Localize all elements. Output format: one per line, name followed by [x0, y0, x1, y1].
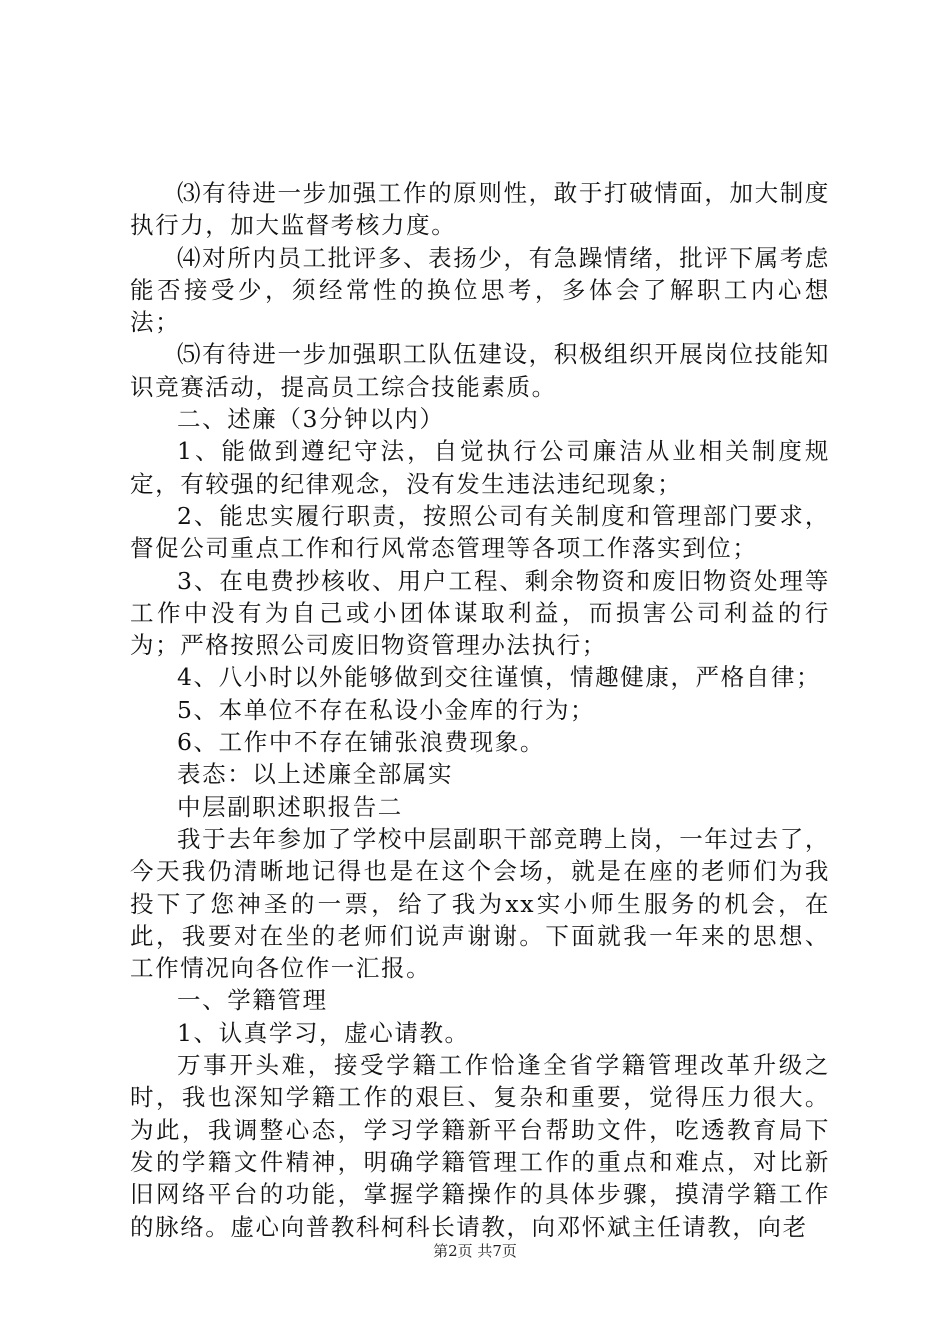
paragraph: 3、在电费抄核收、用户工程、剩余物资和废旧物资处理等工作中没有为自己或小团体谋取利益，而损害公司利益的行为；严格按照公司废旧物资管理办法执行；: [130, 566, 830, 660]
paragraph: 表态：以上述廉全部属实: [177, 760, 454, 789]
report-title: 中层副职述职报告二: [177, 792, 403, 821]
section-heading: 二、述廉（3分钟以内）: [177, 405, 445, 434]
paragraph: 4、八小时以外能够做到交往谨慎，情趣健康，严格自律；: [177, 663, 822, 692]
page-number: 第2页 共7页: [433, 1242, 517, 1260]
paragraph: 1、认真学习，虚心请教。: [177, 1018, 470, 1047]
paragraph: 1、能做到遵纪守法，自觉执行公司廉洁从业相关制度规定，有较强的纪律观念，没有发生违法违纪现象；: [130, 437, 830, 498]
document-body: [130, 177, 830, 1243]
section-heading: 一、学籍管理: [177, 986, 328, 1015]
paragraph: 6、工作中不存在铺张浪费现象。: [177, 728, 545, 757]
paragraph: ⑶有待进一步加强工作的原则性，敢于打破情面，加大制度执行力，加大监督考核力度。: [130, 179, 830, 240]
paragraph: 2、能忠实履行职责，按照公司有关制度和管理部门要求，督促公司重点工作和行风常态管理等各项工作落实到位；: [130, 501, 830, 563]
paragraph: ⑸有待进一步加强职工队伍建设，积极组织开展岗位技能知识竞赛活动，提高员工综合技能素质。: [130, 340, 830, 401]
paragraph: 我于去年参加了学校中层副职干部竞聘上岗，一年过去了，今天我仍清晰地记得也是在这个会场，就是在座的老师们为我投下了您神圣的一票，给了我为xx实小师生服务的机会，在此，我要对在坐的老师们说声谢谢。下面就我一年来的思想、工作情况向各位作一汇报。: [130, 824, 830, 983]
paragraph: 万事开头难，接受学籍工作恰逢全省学籍管理改革升级之时，我也深知学籍工作的艰巨、复杂和重要，觉得压力很大。为此，我调整心态，学习学籍新平台帮助文件，吃透教育局下发的学籍文件精神，明确学籍管理工作的重点和难点，对比新旧网络平台的功能，掌握学籍操作的具体步骤，摸清学籍工作的脉络。虚心向普教科柯科长请教，向邓怀斌主任请教，向老: [130, 1051, 830, 1241]
paragraph: ⑷对所内员工批评多、表扬少，有急躁情绪，批评下属考虑能否接受少，须经常性的换位思考，多体会了解职工内心想法；: [130, 243, 830, 337]
paragraph: 5、本单位不存在私设小金库的行为；: [177, 695, 596, 724]
